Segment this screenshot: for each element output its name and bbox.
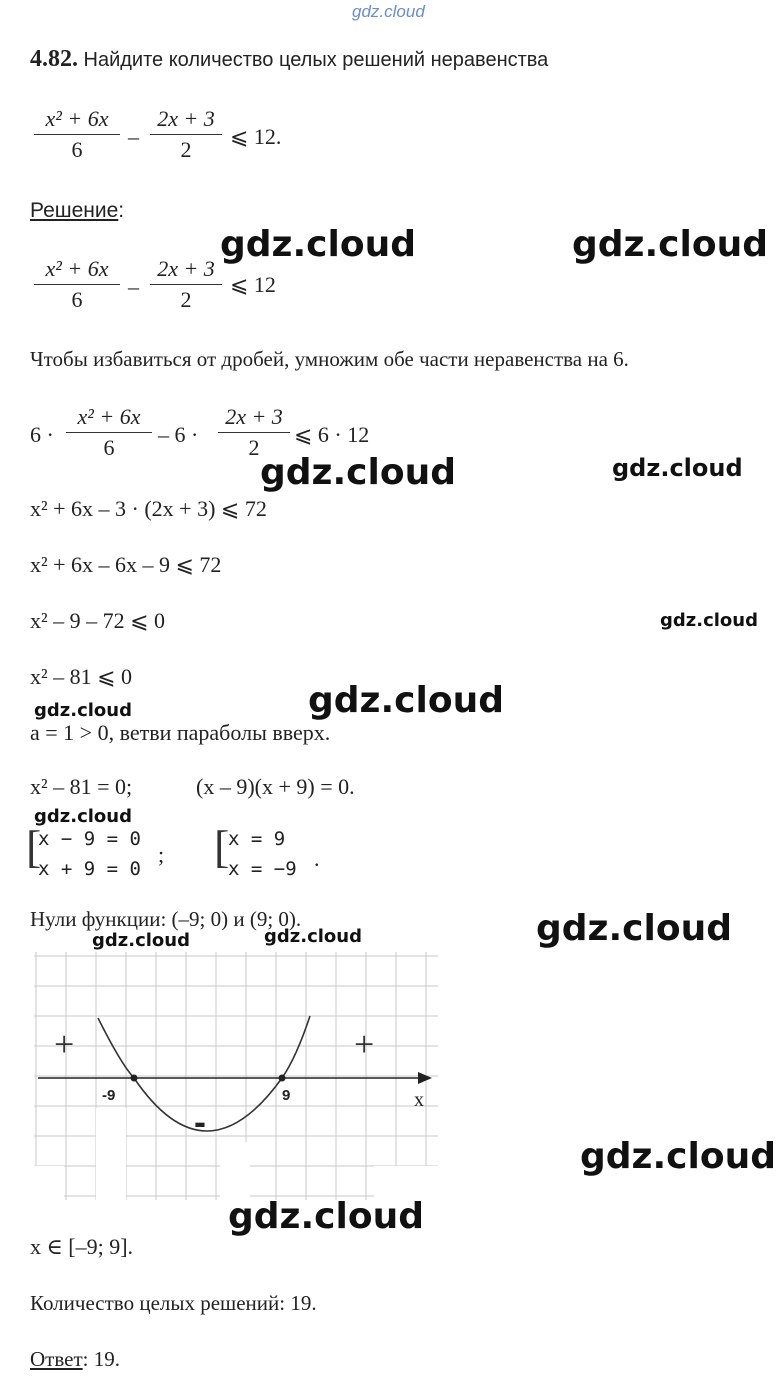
problem-header	[30, 46, 548, 73]
axis-label-x: x	[414, 1089, 424, 1111]
root-point-right	[279, 1075, 286, 1082]
solution-line-1: x² + 6x – 3 · (2x + 3) ⩽ 72	[30, 496, 267, 521]
solution-count: Количество целых решений: 19.	[30, 1291, 317, 1315]
fraction-denominator: 2	[180, 137, 192, 162]
fraction-denominator: 6	[103, 435, 115, 460]
watermark: gdz.cloud	[660, 610, 758, 631]
watermark: gdz.cloud	[308, 680, 504, 721]
system-2-eq-b: x = −9	[228, 858, 297, 880]
watermark: gdz.cloud	[572, 224, 768, 265]
watermark: gdz.cloud	[34, 700, 132, 721]
mult-fraction-1	[66, 404, 152, 461]
watermark: gdz.cloud	[92, 930, 190, 951]
mult-left: 6 ·	[30, 422, 54, 447]
watermark-top: gdz.cloud	[352, 2, 425, 21]
solution-line-2: x² + 6x – 6x – 9 ⩽ 72	[30, 552, 222, 577]
solution-line-6b: (x – 9)(x + 9) = 0.	[196, 774, 355, 799]
watermark: gdz.cloud	[264, 926, 362, 947]
solution-minus: –	[128, 274, 139, 299]
system-2-eq-a: x = 9	[228, 828, 286, 850]
problem-minus: –	[128, 124, 139, 149]
system-separator: ;	[158, 842, 165, 867]
root-point-left	[131, 1075, 138, 1082]
function-zeros: Нули функции: (–9; 0) и (9; 0).	[30, 907, 302, 931]
system-end: .	[314, 846, 320, 871]
problem-rhs: ⩽ 12.	[230, 124, 282, 149]
answer-label: Ответ	[30, 1347, 83, 1371]
fraction-denominator: 2	[180, 287, 192, 312]
fraction-numerator: x² + 6x	[77, 404, 141, 429]
problem-fraction-1	[34, 106, 120, 163]
mult-rhs: ⩽ 6 · 12	[294, 422, 370, 447]
watermark: gdz.cloud	[580, 1136, 776, 1177]
solution-line-3: x² – 9 – 72 ⩽ 0	[30, 608, 166, 633]
problem-number: 4.82.	[30, 46, 78, 72]
fraction-numerator: 2x + 3	[157, 106, 215, 131]
system-1-eq-a: x − 9 = 0	[38, 828, 141, 850]
watermark: gdz.cloud	[536, 908, 732, 949]
label-minus-nine: -9	[102, 1087, 116, 1104]
answer	[30, 1346, 120, 1372]
fraction-numerator: 2x + 3	[225, 404, 283, 429]
solution-interval: x ∈ [–9; 9].	[30, 1234, 134, 1259]
watermark: gdz.cloud	[34, 806, 132, 827]
watermark: gdz.cloud	[260, 452, 456, 493]
solution-heading-colon: :	[118, 199, 125, 222]
system-bracket-1: [	[26, 821, 42, 872]
watermark: gdz.cloud	[612, 454, 743, 482]
system-1-eq-b: x + 9 = 0	[38, 858, 141, 880]
fraction-numerator: 2x + 3	[157, 256, 215, 281]
problem-fraction-2	[150, 106, 222, 163]
plus-left: +	[54, 1024, 75, 1064]
minus-sign: -	[194, 1101, 206, 1142]
solution-fraction-1	[34, 256, 120, 313]
plus-right: +	[354, 1024, 375, 1064]
parabola-graph	[34, 952, 438, 1202]
solution-heading	[30, 198, 124, 224]
step-text: Чтобы избавиться от дробей, умножим обе части неравенства на 6.	[30, 347, 629, 371]
fraction-denominator: 6	[71, 287, 83, 312]
label-nine: 9	[282, 1087, 291, 1104]
solution-line-6a: x² – 81 = 0;	[30, 774, 133, 799]
mult-mid: – 6 ·	[158, 422, 199, 447]
fraction-numerator: x² + 6x	[45, 106, 109, 131]
solution-ineq-rhs: ⩽ 12	[230, 272, 276, 297]
solution-line-5: a = 1 > 0, ветви параболы вверх.	[30, 720, 331, 745]
watermark: gdz.cloud	[220, 224, 416, 265]
solution-fraction-2	[150, 256, 222, 313]
watermark: gdz.cloud	[228, 1196, 424, 1237]
answer-value: : 19.	[82, 1347, 120, 1371]
fraction-denominator: 2	[248, 435, 260, 460]
solution-heading-label: Решение	[30, 199, 119, 222]
problem-statement: Найдите количество целых решений неравенства	[83, 49, 549, 71]
solution-line-4: x² – 81 ⩽ 0	[30, 664, 133, 689]
fraction-numerator: x² + 6x	[45, 256, 109, 281]
fraction-denominator: 6	[71, 137, 83, 162]
system-bracket-2: [	[214, 821, 230, 872]
